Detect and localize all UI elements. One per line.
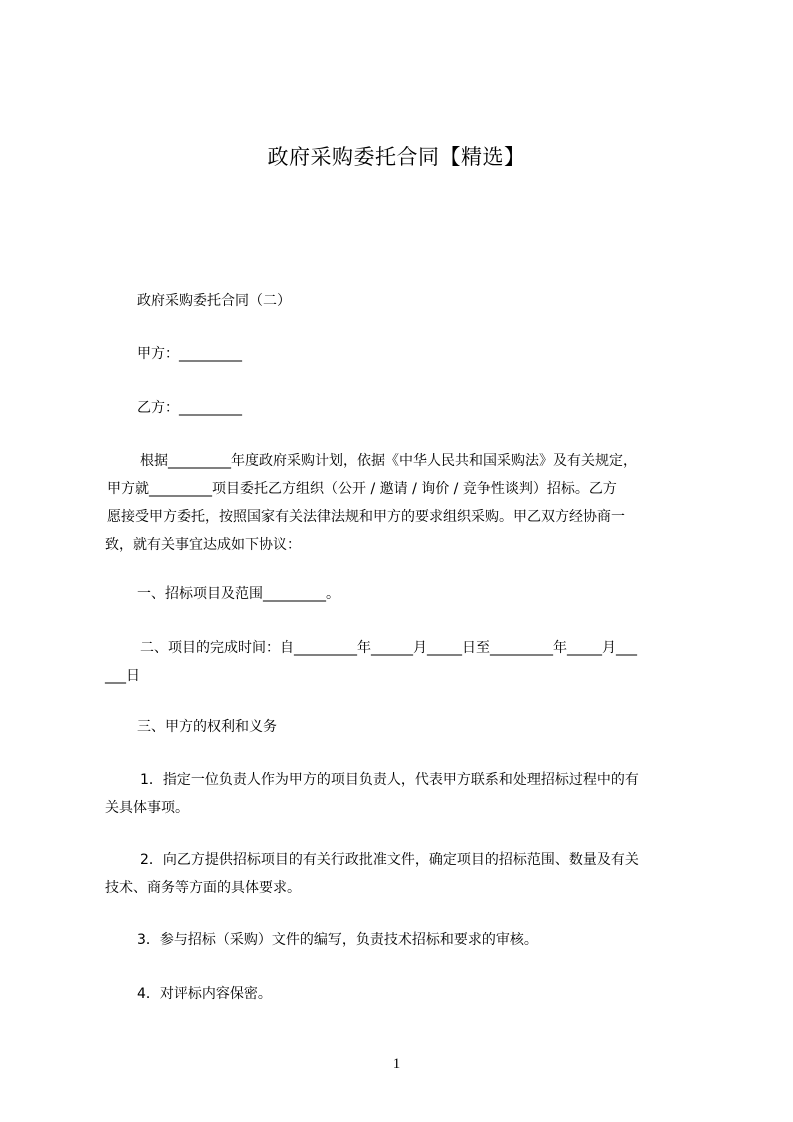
section-2-line-2: ___日 — [105, 668, 140, 684]
item-1-line-2: 关具体事项。 — [105, 800, 189, 816]
contract-subtitle-text: 政府采购委托合同（二） — [137, 293, 291, 309]
contract-subtitle — [105, 287, 709, 315]
section-2-line-1: 二、项目的完成时间：自_________年______月_____日至_________年_____月___ — [140, 640, 637, 656]
intro-line-2: 甲方就_________项目委托乙方组织（公开 / 邀请 / 询价 / 竞争性谈判）招标。乙方 — [107, 481, 617, 497]
section-2 — [105, 634, 709, 690]
party-a-line — [105, 340, 709, 368]
item-1 — [105, 766, 709, 822]
item-1-line-1: 1．指定一位负责人作为甲方的项目负责人，代表甲方联系和处理招标过程中的有 — [140, 772, 639, 788]
section-1-text: 一、招标项目及范围_________。 — [137, 586, 340, 602]
party-b-line — [105, 394, 709, 422]
item-3 — [105, 926, 709, 954]
section-3-heading — [105, 713, 709, 741]
intro-paragraph — [105, 447, 709, 559]
section-3-text: 三、甲方的权利和义务 — [137, 719, 277, 735]
item-2-line-2: 技术、商务等方面的具体要求。 — [105, 880, 301, 896]
item-2-line-1: 2．向乙方提供招标项目的有关行政批准文件，确定项目的招标范围、数量及有关 — [140, 852, 639, 868]
item-3-text: 3．参与招标（采购）文件的编写，负责技术招标和要求的审核。 — [137, 932, 538, 948]
section-1 — [105, 580, 709, 608]
intro-line-3: 愿接受甲方委托，按照国家有关法律法规和甲方的要求组织采购。甲乙双方经协商一 — [107, 509, 625, 525]
page-number: 1 — [392, 1056, 401, 1072]
item-2 — [105, 846, 709, 902]
party-a-text: 甲方：_________ — [137, 346, 242, 362]
party-b-text: 乙方：_________ — [137, 400, 242, 416]
intro-line-4: 致，就有关事宜达成如下协议： — [105, 537, 301, 553]
item-4 — [105, 980, 709, 1008]
intro-line-1: 根据_________年度政府采购计划，依据《中华人民共和国采购法》及有关规定， — [140, 453, 637, 469]
item-4-text: 4．对评标内容保密。 — [137, 986, 272, 1002]
document-title: 政府采购委托合同【精选】 — [267, 145, 526, 169]
